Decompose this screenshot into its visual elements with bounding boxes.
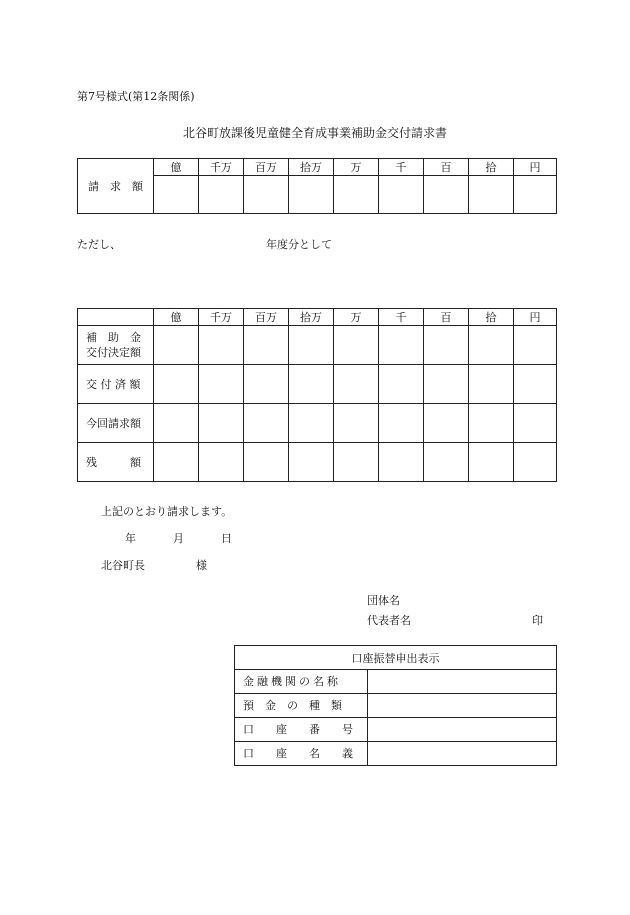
amount-cell[interactable] <box>289 443 334 482</box>
row-label-paid: 交 付 済 額 <box>78 365 154 404</box>
request-amount-label: 請 求 額 <box>78 159 154 214</box>
form-number: 第7号様式(第12条関係) <box>77 90 195 103</box>
amount-cell[interactable] <box>469 443 514 482</box>
amount-cell[interactable] <box>424 176 469 214</box>
row-label-grant-decision: 補 助 金 交付決定額 <box>78 326 154 365</box>
amount-cell[interactable] <box>154 326 199 365</box>
amount-cell[interactable] <box>154 404 199 443</box>
bank-table-header: 口座振替申出表示 <box>235 646 557 670</box>
digit-header: 千万 <box>199 159 244 176</box>
amount-cell[interactable] <box>379 176 424 214</box>
digit-header: 千 <box>379 309 424 326</box>
digit-header: 円 <box>514 309 557 326</box>
digit-header: 百 <box>424 309 469 326</box>
proviso-prefix: ただし、 <box>77 238 121 251</box>
amount-cell[interactable] <box>469 176 514 214</box>
addressee-name: 北谷町長 <box>101 559 145 572</box>
amount-cell[interactable] <box>379 365 424 404</box>
amount-cell[interactable] <box>424 404 469 443</box>
row-label-balance: 残 額 <box>78 443 154 482</box>
amount-cell[interactable] <box>334 404 379 443</box>
table-row <box>78 404 557 443</box>
date-month-label: 月 <box>173 532 184 545</box>
blank-header-cell <box>78 309 154 326</box>
document-title: 北谷町放課後児童健全育成事業補助金交付請求書 <box>182 126 447 140</box>
amount-cell[interactable] <box>514 443 557 482</box>
account-number-field[interactable] <box>368 718 557 742</box>
amount-cell[interactable] <box>379 326 424 365</box>
amount-cell[interactable] <box>424 365 469 404</box>
digit-header: 円 <box>514 159 557 176</box>
bank-name-label: 金融機関の名称 <box>235 670 368 694</box>
amount-cell[interactable] <box>334 443 379 482</box>
amount-cell[interactable] <box>244 404 289 443</box>
amount-cell[interactable] <box>244 443 289 482</box>
bank-transfer-table <box>234 645 557 766</box>
amount-cell[interactable] <box>199 176 244 214</box>
amount-cell[interactable] <box>424 443 469 482</box>
amount-cell[interactable] <box>514 176 557 214</box>
amount-cell[interactable] <box>379 443 424 482</box>
digit-header: 万 <box>334 309 379 326</box>
digit-header: 千万 <box>199 309 244 326</box>
account-number-label: 口 座 番 号 <box>235 718 368 742</box>
amount-cell[interactable] <box>424 326 469 365</box>
amount-cell[interactable] <box>514 404 557 443</box>
bank-name-field[interactable] <box>368 670 557 694</box>
amount-cell[interactable] <box>289 404 334 443</box>
digit-header: 拾 <box>469 159 514 176</box>
digit-header: 拾万 <box>289 159 334 176</box>
row-label-current-request: 今回請求額 <box>78 404 154 443</box>
amount-cell[interactable] <box>289 326 334 365</box>
amount-cell[interactable] <box>199 404 244 443</box>
organization-label: 団体名 <box>367 594 400 607</box>
table-row <box>78 443 557 482</box>
table-row <box>78 326 557 365</box>
digit-header: 千 <box>379 159 424 176</box>
amount-cell[interactable] <box>289 365 334 404</box>
date-year-label: 年 <box>125 532 136 545</box>
digit-header: 百 <box>424 159 469 176</box>
date-day-label: 日 <box>221 532 232 545</box>
amount-cell[interactable] <box>514 326 557 365</box>
amount-cell[interactable] <box>199 443 244 482</box>
proviso-suffix: 年度分として <box>266 238 332 251</box>
digit-header: 拾万 <box>289 309 334 326</box>
amount-cell[interactable] <box>199 326 244 365</box>
amount-cell[interactable] <box>154 443 199 482</box>
digit-header: 百万 <box>244 309 289 326</box>
amount-cell[interactable] <box>334 176 379 214</box>
digit-header: 百万 <box>244 159 289 176</box>
amount-cell[interactable] <box>334 365 379 404</box>
amount-cell[interactable] <box>244 176 289 214</box>
table-row <box>78 365 557 404</box>
digit-header: 億 <box>154 159 199 176</box>
amount-cell[interactable] <box>379 404 424 443</box>
seal-mark: 印 <box>532 614 543 627</box>
statement-text: 上記のとおり請求します。 <box>101 505 233 518</box>
amount-cell[interactable] <box>244 365 289 404</box>
account-holder-field[interactable] <box>368 742 557 766</box>
representative-label: 代表者名 <box>367 614 411 627</box>
amount-cell[interactable] <box>199 365 244 404</box>
digit-header: 億 <box>154 309 199 326</box>
amount-cell[interactable] <box>289 176 334 214</box>
breakdown-table <box>77 308 557 482</box>
amount-cell[interactable] <box>244 326 289 365</box>
amount-cell[interactable] <box>469 326 514 365</box>
amount-cell[interactable] <box>334 326 379 365</box>
amount-cell[interactable] <box>154 365 199 404</box>
amount-cell[interactable] <box>469 365 514 404</box>
amount-cell[interactable] <box>469 404 514 443</box>
digit-header: 万 <box>334 159 379 176</box>
deposit-type-field[interactable] <box>368 694 557 718</box>
addressee-honorific: 様 <box>196 559 207 572</box>
request-amount-table <box>77 158 557 214</box>
deposit-type-label: 預 金 の 種 類 <box>235 694 368 718</box>
account-holder-label: 口 座 名 義 <box>235 742 368 766</box>
amount-cell[interactable] <box>514 365 557 404</box>
amount-cell[interactable] <box>154 176 199 214</box>
digit-header: 拾 <box>469 309 514 326</box>
